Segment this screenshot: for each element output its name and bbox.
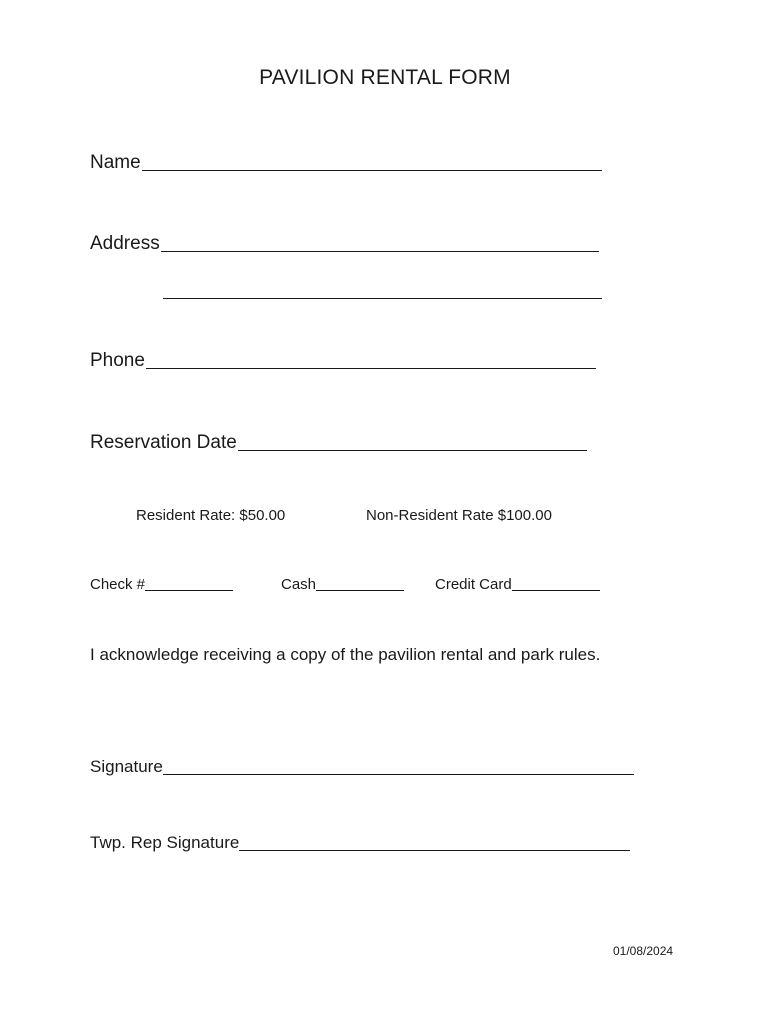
form-title: PAVILION RENTAL FORM <box>259 66 511 89</box>
cash-field[interactable] <box>281 576 404 593</box>
form-date: 01/08/2024 <box>613 944 674 958</box>
credit-card-field[interactable] <box>435 576 600 593</box>
acknowledgment-text: I acknowledge receiving a copy of the pavilion rental and park rules. <box>90 645 601 664</box>
check-field[interactable] <box>90 576 233 593</box>
resident-rate: Resident Rate: $50.00 <box>136 507 286 524</box>
phone-label: Phone <box>90 350 145 371</box>
cash-line[interactable] <box>316 589 404 591</box>
phone-line[interactable] <box>146 367 596 369</box>
rep-signature-label: Twp. Rep Signature <box>90 833 240 852</box>
non-resident-rate: Non-Resident Rate $100.00 <box>366 507 552 524</box>
check-label: Check # <box>90 576 146 593</box>
address-label: Address <box>90 233 160 254</box>
signature-line[interactable] <box>163 773 634 775</box>
name-field[interactable] <box>90 152 602 174</box>
cash-label: Cash <box>281 576 317 593</box>
name-label: Name <box>90 152 141 173</box>
name-line[interactable] <box>142 169 602 171</box>
rep-signature-line[interactable] <box>239 849 630 851</box>
signature-field[interactable] <box>90 757 634 777</box>
credit-card-label: Credit Card <box>435 576 512 593</box>
reservation-date-label: Reservation Date <box>90 432 237 453</box>
address-field[interactable] <box>90 233 599 255</box>
phone-field[interactable] <box>90 350 596 372</box>
address-line-2[interactable] <box>163 298 602 299</box>
signature-label: Signature <box>90 757 163 776</box>
address-line-1[interactable] <box>161 250 599 252</box>
reservation-date-field[interactable] <box>90 432 587 454</box>
rep-signature-field[interactable] <box>90 833 630 853</box>
check-line[interactable] <box>145 589 233 591</box>
credit-card-line[interactable] <box>512 589 600 591</box>
reservation-date-line[interactable] <box>238 449 587 451</box>
